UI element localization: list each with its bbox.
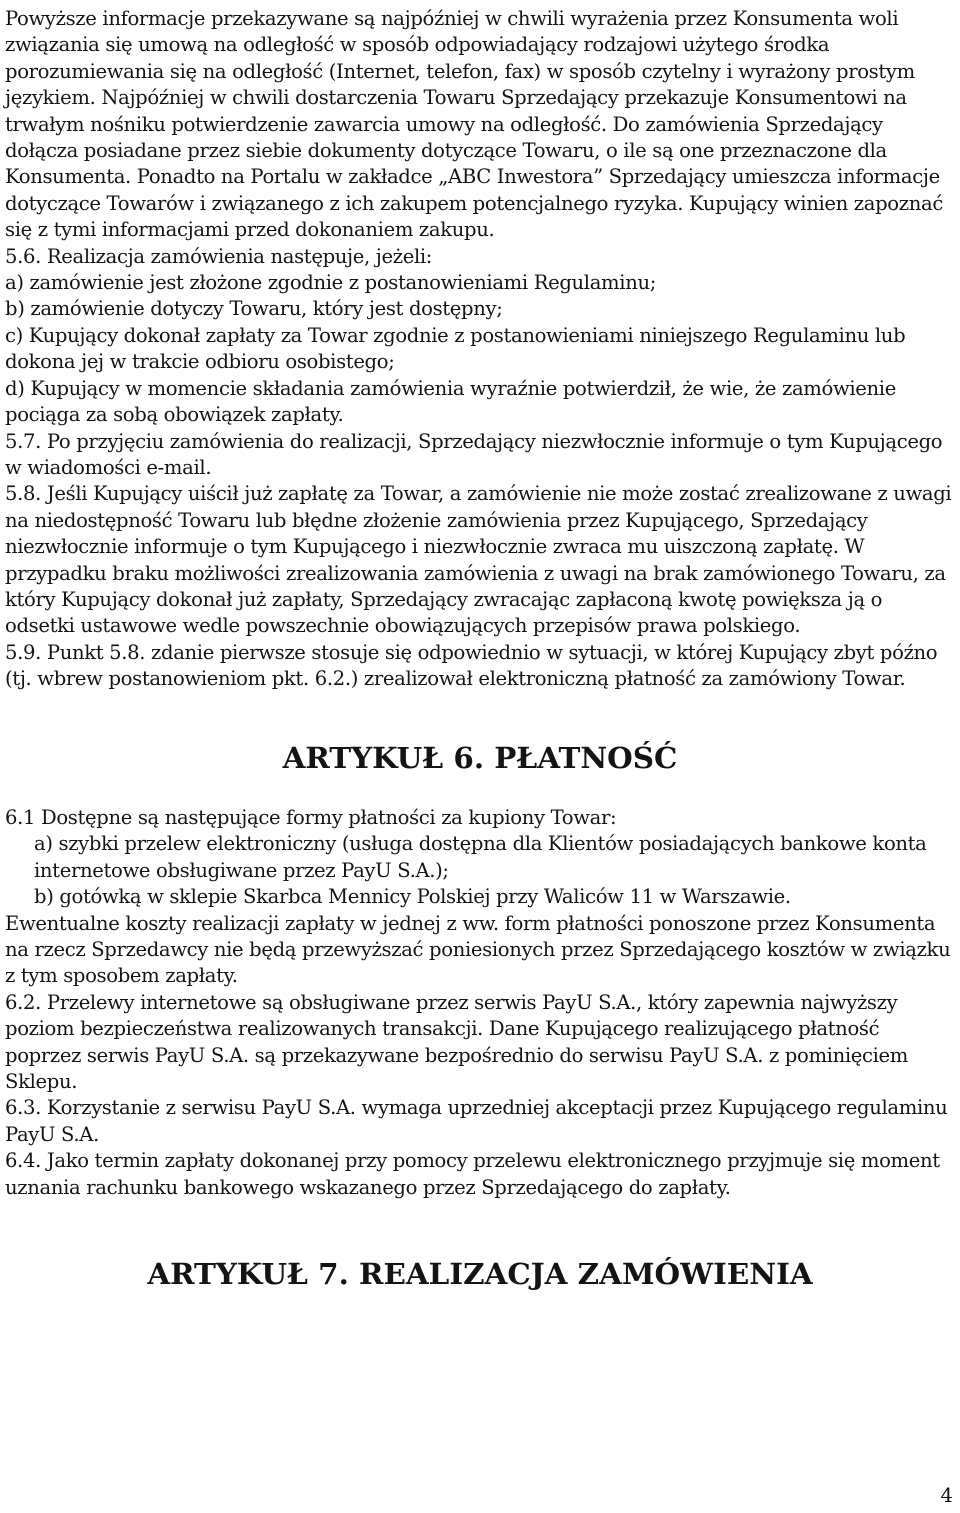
clause-5-6-c: c) Kupujący dokonał zapłaty za Towar zgodnie z postanowieniami niniejszego Regulaminu lub dokona jej w trakcie odbioru osobistego; (5, 323, 906, 374)
clause-5-6-b: b) zamówienie dotyczy Towaru, który jest dostępny; (5, 297, 503, 321)
clause-6-1-a: a) szybki przelew elektroniczny (usługa dostępna dla Klientów posiadających bankowe konta internetowe obsługiwane przez PayU S.A.); (34, 832, 927, 882)
paragraph-consumer-information: Powyższe informacje przekazywane są najpóźniej w chwili wyrażenia przez Konsumenta woli związania się umową na odległość w sposób odpowiadający rodzajowi użytego środka porozumiewania się na odległość (Internet, telefon, fax) w sposób czytelny i wyrażony prostym językiem. Najpóźniej w chwili dostarczenia Towaru Sprzedający przekazuje Konsumentowi na trwałym nośniku potwierdzenie zawarcia umowy na odległość. Do zamówienia Sprzedający dołącza posiadane przez siebie dokumenty dotyczące Towaru, o ile są one przeznaczone dla Konsumenta. Ponadto na Portalu w zakładce „ABC Inwestora” Sprzedający umieszcza informacje dotyczące Towarów i związanego z ich zakupem potencjalnego ryzyka. Kupujący winien zapoznać się z tymi informacjami przed dokonaniem zakupu. (5, 7, 943, 242)
clause-5-6-a: a) zamówienie jest złożone zgodnie z postanowieniami Regulaminu; (5, 271, 656, 295)
clause-6-1-intro: 6.1 Dostępne są następujące formy płatności za kupiony Towar: (5, 805, 617, 829)
clause-5-6-d: d) Kupujący w momencie składania zamówienia wyraźnie potwierdził, że wie, że zamówienie pociąga za sobą obowiązek zapłaty. (5, 376, 896, 427)
clause-6-1-costs: Ewentualne koszty realizacji zapłaty w jednej z ww. form płatności ponoszone przez Konsumenta na rzecz Sprzedawcy nie będą przewyższać poniesionych przez Sprzedającego kosztów w związku z tym sposobem zapłaty. (5, 911, 951, 988)
clause-6-2: 6.2. Przelewy internetowe są obsługiwane przez serwis PayU S.A., który zapewnia najwyższy poziom bezpieczeństwa realizowanych transakcji. Dane Kupującego realizującego płatność poprzez serwis PayU S.A. są przekazywane bezpośrednio do serwisu PayU S.A. z pominięciem Sklepu. (5, 990, 909, 1094)
document-page (5, 6, 955, 1292)
clause-5-8: 5.8. Jeśli Kupujący uiścił już zapłatę za Towar, a zamówienie nie może zostać zrealizowane z uwagi na niedostępność Towaru lub błędne złożenie zamówienia przez Kupującego, Sprzedający niezwłocznie informuje o tym Kupującego i niezwłocznie zwraca mu uiszczoną zapłatę. W przypadku braku możliwości zrealizowania zamówienia z uwagi na brak zamówionego Towaru, za który Kupujący dokonał już zapłaty, Sprzedający zwracając zapłaconą kwotę powiększa ją o odsetki ustawowe wedle powszechnie obowiązujących przepisów prawa polskiego. (5, 482, 952, 638)
clause-6-1-b: b) gotówką w sklepie Skarbca Mennicy Polskiej przy Waliców 11 w Warszawie. (34, 885, 791, 909)
clause-6-4: 6.4. Jako termin zapłaty dokonanej przy pomocy przelewu elektronicznego przyjmuje się moment uznania rachunku bankowego wskazanego przez Sprzedającego do zapłaty. (5, 1149, 940, 1199)
article-6-heading: ARTYKUŁ 6. PŁATNOŚĆ (282, 739, 678, 775)
clause-6-3: 6.3. Korzystanie z serwisu PayU S.A. wymaga uprzedniej akceptacji przez Kupującego regulaminu PayU S.A. (5, 1096, 948, 1146)
article-7-heading: ARTYKUŁ 7. REALIZACJA ZAMÓWIENIA (147, 1256, 813, 1292)
clause-5-9: 5.9. Punkt 5.8. zdanie pierwsze stosuje się odpowiednio w sytuacji, w której Kupujący zbyt późno (tj. wbrew postanowieniom pkt. 6.2.) zrealizował elektroniczną płatność za zamówiony Towar. (5, 640, 938, 691)
clause-5-7: 5.7. Po przyjęciu zamówienia do realizacji, Sprzedający niezwłocznie informuje o tym Kupującego w wiadomości e-mail. (5, 429, 943, 479)
page-number: 4 (940, 1484, 953, 1507)
clause-5-6-intro: 5.6. Realizacja zamówienia następuje, jeżeli: (5, 244, 433, 268)
